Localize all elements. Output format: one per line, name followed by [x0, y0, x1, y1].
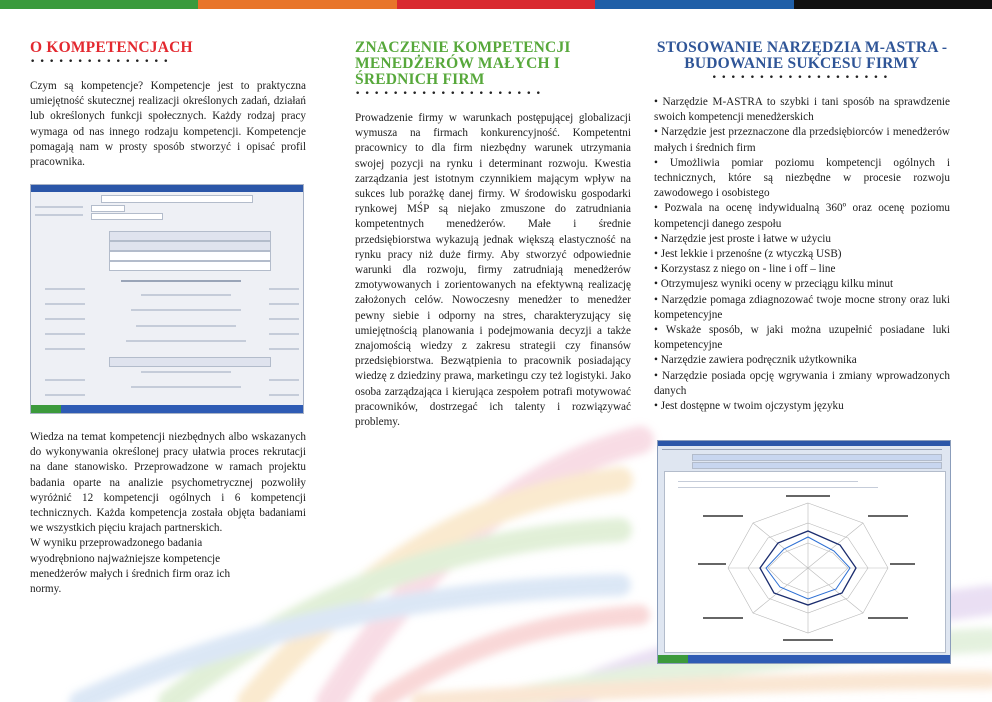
screenshot-radar-report [657, 440, 951, 664]
column-o-kompetencjach-cont [30, 430, 306, 597]
stripe-orange [198, 0, 396, 9]
section-title: O KOMPETENCJACH [30, 39, 193, 56]
window-titlebar [31, 185, 303, 192]
color-stripe-bar [0, 0, 992, 9]
list-item: • Otrzymujesz wyniki oceny w przeciągu kilku minut [654, 277, 950, 292]
paragraph: W wyniku przeprowadzonego badania wyodrębniono najważniejsze kompetencje menedżerów małych i średnich firm oraz ich normy. [30, 537, 231, 596]
list-item: • Umożliwia pomiar poziomu kompetencji ogólnych i technicznych, które są niezbędne w procesie rozwoju zawodowego i osobistego [654, 156, 950, 202]
list-item: • Narzędzie jest przeznaczone dla przedsiębiorców i menedżerów małych i średnich firm [654, 125, 950, 155]
paragraph: Prowadzenie firmy w warunkach postępującej globalizacji wymusza na firmach konkurencyjność. Kompetentni pracownicy to dla firm niezbędny warunek utrzymania swojej pozycji na rynku i determinant rozwoju. Kwestia zarządzania jest istotnym czynnikiem mającym wpływ na sukces lub porażkę danej firmy. W środowisku gospodarki rynkowej MŚP są niejako zmuszone do zatrudniania kompetentnych menedżerów. Małe i średnie przedsiębiorstwa wykazują jednak większą elastyczność na rynku pracy niż duże firmy. Aby stworzyć odpowiednie warunki dla rozwoju, firmy zatrudniają menedżerów zmotywowanych i zorientowanych na efektywną realizację założonych celów. Nowoczesny menedżer to menedżer pewny siebie i odporny na stres, charakteryzujący się umiejętnością planowania i podejmowania decyzji a także znajomością wiedzy z zakresu strategii czy finansów przedsiębiorstwa. Bezwątpienia to pracownik posiadający wiedzę z dziedziny prawa, marketingu czy też logistyki. Jako osoba zarządzająca i kierująca zespołem potrafi motywować pracowników, dostrzegać ich talenty i rozwiązywać problemy. [355, 112, 631, 429]
column-stosowanie-narzedzia [654, 40, 950, 414]
start-button [31, 405, 61, 413]
paragraph: Wiedza na temat kompetencji niezbędnych albo wskazanych do wykonywania określonej pracy ułatwia proces rekrutacji na dane stanowisko. Przeprowadzone w ramach projektu badania oparte na analizie psychometrycznej pozwoliły wyróżnić 12 kompetencji ogólnych i 6 kompetencji technicznych. Każda kompetencja została objęta badaniami we wszystkich pięciu krajach partnerskich. [30, 431, 306, 535]
list-item: • Pozwala na ocenę indywidualną 360º oraz ocenę poziomu kompetencji danego zespołu [654, 201, 950, 231]
list-item: • Narzędzie pomaga zdiagnozować twoje mocne strony oraz luki kompetencyjne [654, 293, 950, 323]
list-item: • Narzędzie zawiera podręcznik użytkownika [654, 353, 950, 368]
stripe-blue [595, 0, 793, 9]
column-o-kompetencjach [30, 40, 306, 170]
list-item: • Jest dostępne w twoim ojczystym języku [654, 399, 950, 414]
section-title: STOSOWANIE NARZĘDZIA M-ASTRA - BUDOWANIE SUKCESU FIRMY [656, 39, 948, 72]
section-title: ZNACZENIE KOMPETENCJI MENEDŻERÓW MAŁYCH I ŚREDNICH FIRM [355, 39, 571, 88]
list-item: • Wskaże sposób, w jaki można uzupełnić posiadane luki kompetencyjne [654, 323, 950, 353]
taskbar [31, 405, 303, 413]
list-item: • Jest lekkie i przenośne (z wtyczką USB) [654, 247, 950, 262]
list-item: • Narzędzie posiada opcję wgrywania i zmiany wprowadzonych danych [654, 369, 950, 399]
dotted-rule: ••••••••••••••• [30, 57, 173, 67]
feature-list [654, 95, 950, 414]
stripe-green [0, 0, 198, 9]
list-item: • Narzędzie jest proste i łatwe w użyciu [654, 232, 950, 247]
window-titlebar [658, 441, 950, 446]
dotted-rule: ••••••••••••••••••• [711, 73, 893, 83]
screenshot-questionnaire [30, 184, 304, 414]
taskbar [658, 655, 950, 663]
start-button [658, 655, 688, 663]
stripe-black [794, 0, 992, 9]
paragraph: Czym są kompetencje? Kompetencje jest to praktyczna umiejętność skutecznej realizacji określonych zadań, działań lub określonych funkcji społecznych. Każdy rodzaj pracy wymaga od nas innego rodzaju kompetencji. Kompetencje pomagają nam w prosty sposób stworzyć i opisać profil pracownika. [30, 80, 306, 169]
list-item: • Narzędzie M-ASTRA to szybki i tani sposób na sprawdzenie swoich kompetencji menedżerskich [654, 95, 950, 125]
list-item: • Korzystasz z niego on - line i off – line [654, 262, 950, 277]
column-znaczenie-kompetencji [355, 40, 631, 430]
stripe-red [397, 0, 595, 9]
dotted-rule: •••••••••••••••••••• [355, 89, 546, 99]
radar-chart-thumbnail [698, 493, 918, 643]
